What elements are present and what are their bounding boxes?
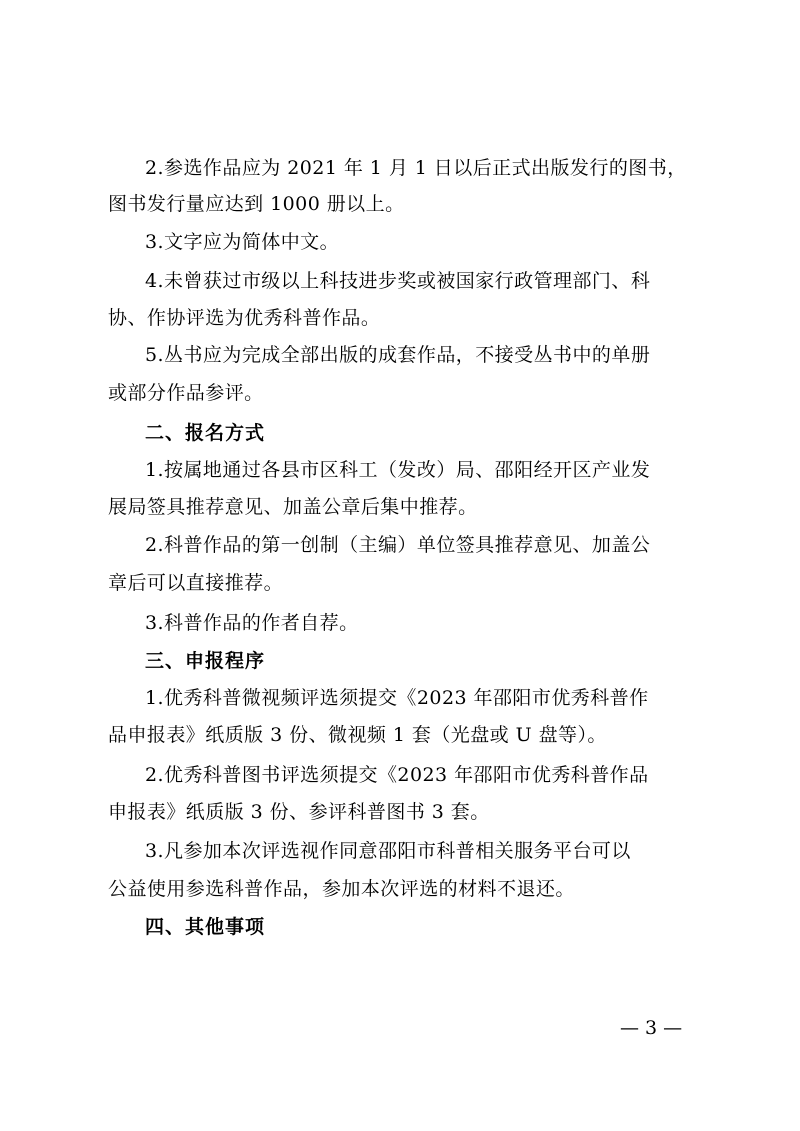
- paragraph-line: 或部分作品参评。: [108, 382, 264, 404]
- paragraph-line: 1.优秀科普微视频评选须提交《2023 年邵阳市优秀科普作: [145, 687, 649, 709]
- paragraph-line: 4.未曾获过市级以上科技进步奖或被国家行政管理部门、科: [145, 270, 651, 292]
- paragraph-line: 展局签具推荐意见、加盖公章后集中推荐。: [108, 496, 478, 518]
- paragraph-line: 2.参选作品应为 2021 年 1 月 1 日以后正式出版发行的图书，: [145, 157, 687, 179]
- paragraph-line: 章后可以直接推荐。: [108, 572, 284, 594]
- paragraph-line: 协、作协评选为优秀科普作品。: [108, 307, 381, 329]
- paragraph-line: 2.科普作品的第一创制（主编）单位签具推荐意见、加盖公: [145, 534, 651, 556]
- paragraph-line: 3.文字应为简体中文。: [145, 231, 340, 253]
- paragraph-line: 3.凡参加本次评选视作同意邵阳市科普相关服务平台可以: [145, 840, 631, 862]
- paragraph-line: 1.按属地通过各县市区科工（发改）局、邵阳经开区产业发: [145, 459, 651, 481]
- paragraph-line: 5.丛书应为完成全部出版的成套作品，不接受丛书中的单册: [145, 344, 651, 366]
- page-number: — 3 —: [620, 1017, 683, 1039]
- paragraph-line: 图书发行量应达到 1000 册以上。: [108, 193, 405, 215]
- paragraph-line: 品申报表》纸质版 3 份、微视频 1 套（光盘或 U 盘等）。: [108, 724, 607, 746]
- paragraph-line: 公益使用参选科普作品，参加本次评选的材料不退还。: [108, 878, 575, 900]
- paragraph-line: 3.科普作品的作者自荐。: [145, 612, 359, 634]
- paragraph-line: 申报表》纸质版 3 份、参评科普图书 3 套。: [108, 801, 490, 823]
- section-heading: 二、报名方式: [145, 422, 266, 444]
- section-heading: 四、其他事项: [145, 916, 266, 938]
- paragraph-line: 2.优秀科普图书评选须提交《2023 年邵阳市优秀科普作品: [145, 764, 649, 786]
- section-heading: 三、申报程序: [145, 650, 266, 672]
